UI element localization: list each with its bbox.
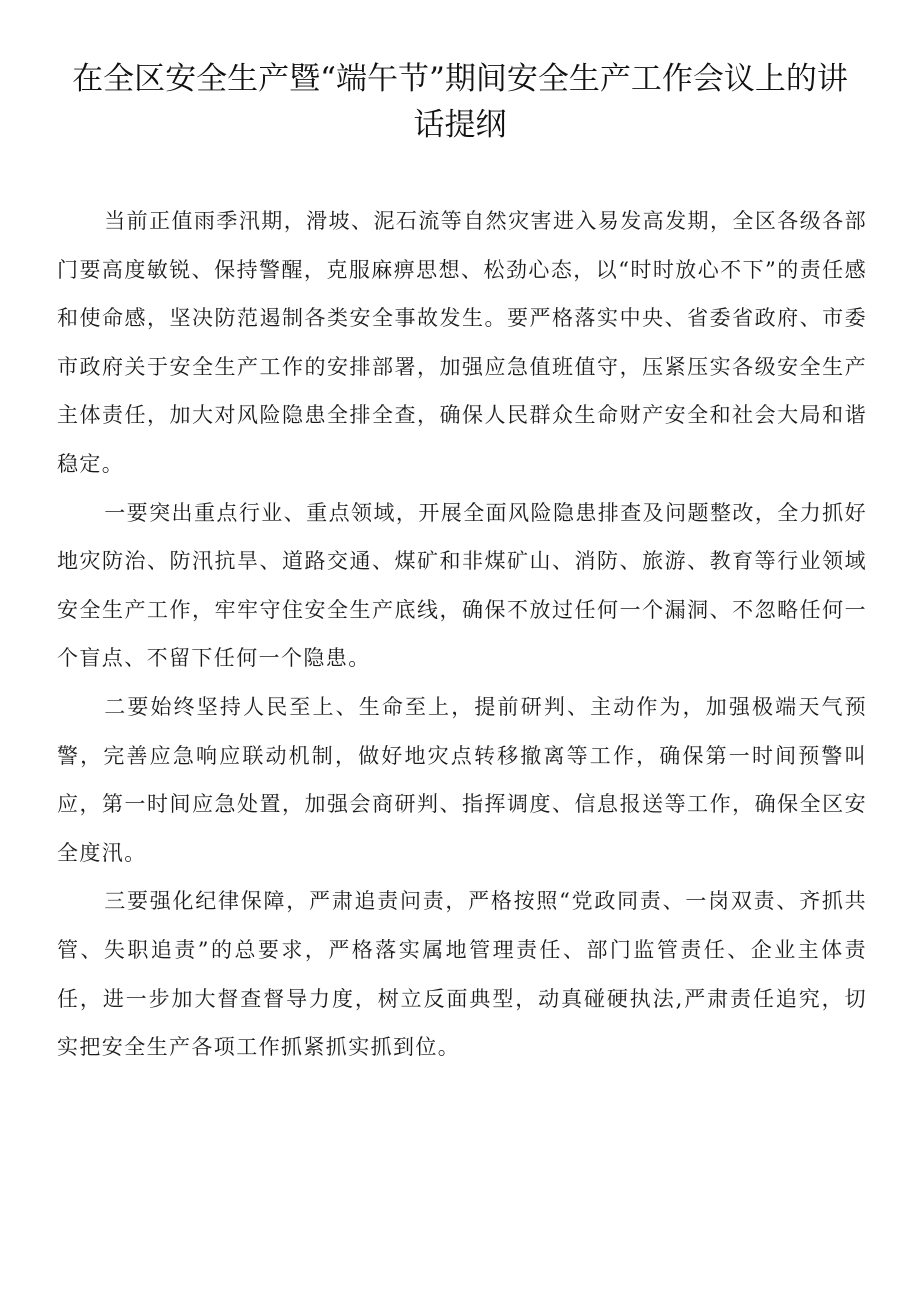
paragraph-point-two: 二要始终坚持人民至上、生命至上，提前研判、主动作为，加强极端天气预警，完善应急响应联动机制，做好地灾点转移撤离等工作，确保第一时间预警叫应，第一时间应急处置，加强会商研判、指挥调度、信息报送等工作，确保全区安全度汛。 [57,694,867,865]
paragraph-point-three: 三要强化纪律保障，严肃追责问责，严格按照“党政同责、一岗双责、齐抓共管、失职追责”的总要求，严格落实属地管理责任、部门监管责任、企业主体责任，进一步加大督查督导力度，树立反面典型，动真碰硬执法,严肃责任追究，切实把安全生产各项工作抓紧抓实抓到位。 [57,889,867,1060]
document-title: 在全区安全生产暨“端午节”期间安全生产工作会议上的讲话提纲 [72,61,848,143]
paragraph-point-one: 一要突出重点行业、重点领域，开展全面风险隐患排查及问题整改，全力抓好地灾防治、防汛抗旱、道路交通、煤矿和非煤矿山、消防、旅游、教育等行业领域安全生产工作，牢牢守住安全生产底线，确保不放过任何一个漏洞、不忽略任何一个盲点、不留下任何一个隐患。 [57,500,867,671]
paragraph-intro: 当前正值雨季汛期，滑坡、泥石流等自然灾害进入易发高发期，全区各级各部门要高度敏锐、保持警醒，克服麻痹思想、松劲心态，以“时时放心不下”的责任感和使命感，坚决防范遏制各类安全事故发生。要严格落实中央、省委省政府、市委市政府关于安全生产工作的安排部署，加强应急值班值守，压紧压实各级安全生产主体责任，加大对风险隐患全排全查，确保人民群众生命财产安全和社会大局和谐稳定。 [57,209,867,476]
document-body [57,197,867,1072]
